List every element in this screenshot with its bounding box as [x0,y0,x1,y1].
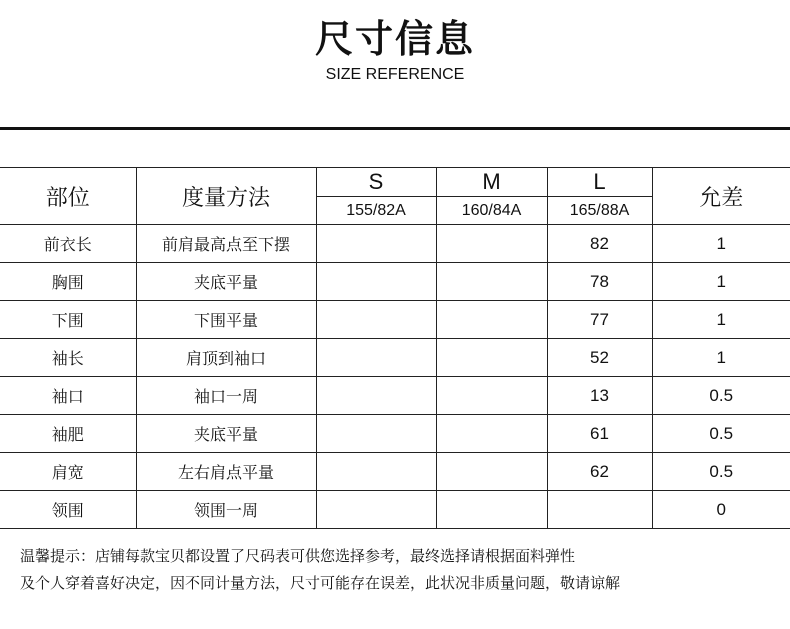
cell-size-m [436,301,547,339]
table-row [0,453,790,491]
cell-size-l: 52 [547,339,652,377]
table-row [0,377,790,415]
cell-tolerance: 0 [652,491,790,529]
cell-tolerance: 0.5 [652,453,790,491]
cell-method: 左右肩点平量 [136,453,316,491]
cell-size-l: 62 [547,453,652,491]
header-size-m: M [436,168,547,197]
header-method: 度量方法 [136,168,316,225]
cell-method: 袖口一周 [136,377,316,415]
table-row [0,491,790,529]
cell-tolerance: 0.5 [652,415,790,453]
size-table [0,167,790,529]
cell-size-m [436,377,547,415]
cell-size-l: 77 [547,301,652,339]
header-size-l: L [547,168,652,197]
cell-part: 胸围 [0,263,136,301]
note-line-2: 及个人穿着喜好决定，因不同计量方法，尺寸可能存在误差，此状况非质量问题，敬请谅解 [20,574,621,592]
cell-tolerance: 1 [652,225,790,263]
cell-tolerance: 1 [652,339,790,377]
cell-size-l [547,491,652,529]
cell-part: 袖口 [0,377,136,415]
header-size-s: S [316,168,436,197]
cell-size-s [316,415,436,453]
cell-size-s [316,263,436,301]
note-line-1: 温馨提示：店铺每款宝贝都设置了尺码表可供您选择参考，最终选择请根据面料弹性 [20,547,576,565]
cell-size-s [316,377,436,415]
header-size-m-code: 160/84A [436,197,547,225]
cell-size-m [436,491,547,529]
cell-part: 下围 [0,301,136,339]
header-part: 部位 [0,168,136,225]
cell-part: 袖肥 [0,415,136,453]
cell-part: 前衣长 [0,225,136,263]
size-note [20,543,780,597]
cell-method: 领围一周 [136,491,316,529]
cell-size-m [436,263,547,301]
cell-size-l: 82 [547,225,652,263]
cell-size-s [316,453,436,491]
cell-size-s [316,339,436,377]
cell-method: 夹底平量 [136,263,316,301]
cell-size-s [316,301,436,339]
table-row [0,263,790,301]
cell-size-m [436,339,547,377]
page-subtitle: SIZE REFERENCE [325,66,465,83]
cell-part: 领围 [0,491,136,529]
divider-rule [0,127,790,130]
table-row [0,415,790,453]
cell-tolerance: 1 [652,301,790,339]
page-title: 尺寸信息 [314,17,475,61]
cell-method: 前肩最高点至下摆 [136,225,316,263]
cell-size-m [436,453,547,491]
table-header-row [0,168,790,197]
cell-method: 下围平量 [136,301,316,339]
table-row [0,301,790,339]
table-row [0,339,790,377]
cell-size-l: 78 [547,263,652,301]
cell-part: 袖长 [0,339,136,377]
cell-size-s [316,491,436,529]
cell-tolerance: 0.5 [652,377,790,415]
header-tolerance: 允差 [652,168,790,225]
cell-size-l: 61 [547,415,652,453]
header-size-s-code: 155/82A [316,197,436,225]
cell-part: 肩宽 [0,453,136,491]
cell-method: 夹底平量 [136,415,316,453]
table-row [0,225,790,263]
header-size-l-code: 165/88A [547,197,652,225]
cell-tolerance: 1 [652,263,790,301]
cell-method: 肩顶到袖口 [136,339,316,377]
cell-size-m [436,415,547,453]
cell-size-s [316,225,436,263]
cell-size-m [436,225,547,263]
cell-size-l: 13 [547,377,652,415]
